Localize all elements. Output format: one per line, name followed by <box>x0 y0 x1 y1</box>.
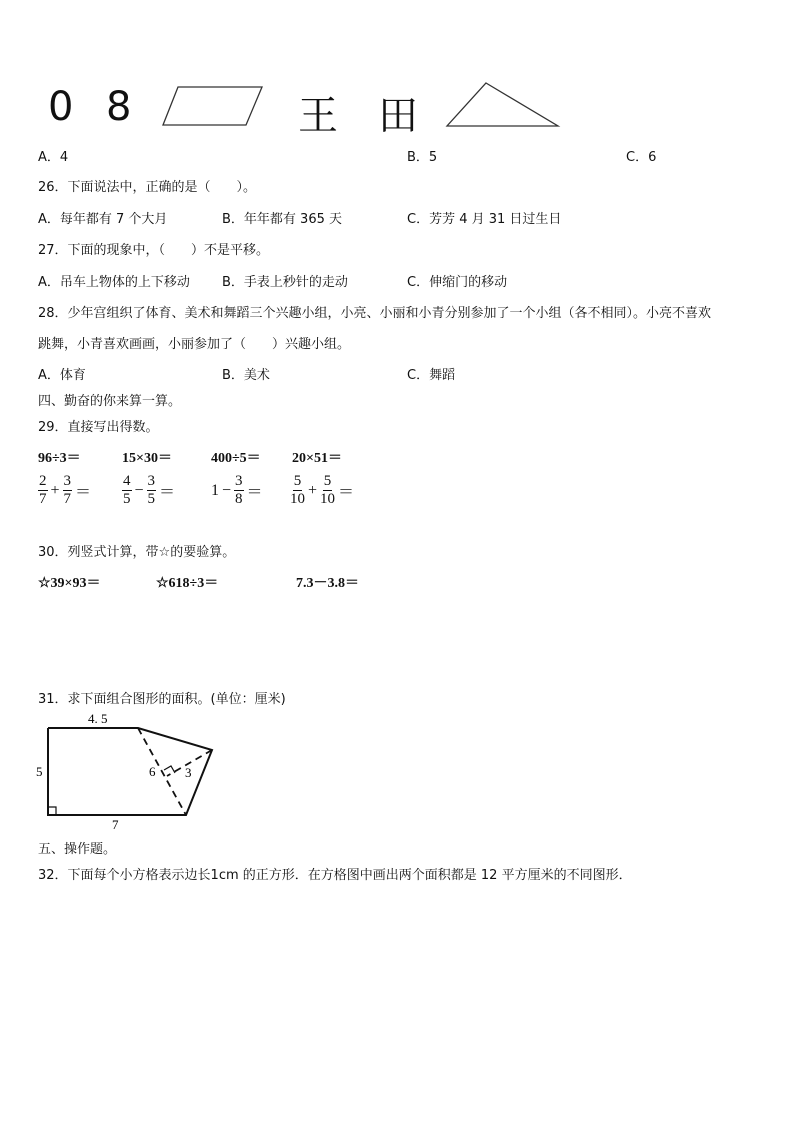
digit-zero-figure: 0 <box>48 84 74 130</box>
q27-option-b: B．手表上秒针的走动 <box>222 275 348 290</box>
q30-stem: 30．列竖式计算，带☆的要验算。 <box>38 545 236 560</box>
q26-stem: 26．下面说法中，正确的是（ ）。 <box>38 180 257 195</box>
q25-option-c: C．6 <box>626 150 657 165</box>
character-tian-figure: 田 <box>378 93 418 139</box>
equals-sign: ＝ <box>159 484 176 501</box>
label-triangle-height: 6 <box>149 764 156 779</box>
fraction-numerator: 5 <box>293 473 302 489</box>
q28-option-a: A．体育 <box>38 368 86 383</box>
q31-stem: 31．求下面组合图形的面积。(单位：厘米) <box>38 692 286 707</box>
q25-option-a: A．4 <box>38 150 69 165</box>
q30-item-2: ☆618÷3＝ <box>156 576 219 591</box>
q29-calc-3: 400÷5＝ <box>211 451 261 466</box>
q27-option-a: A．吊车上物体的上下移动 <box>38 275 190 290</box>
q28-stem-line1: 28．少年宫组织了体育、美术和舞蹈三个兴趣小组，小亮、小丽和小青分别参加了一个小组（各不相同）。小亮不喜欢 <box>38 306 712 321</box>
fraction-numerator: 2 <box>39 473 47 489</box>
whole-number: 1 <box>211 481 219 499</box>
q26-option-c: C．芳芳 4 月 31 日过生日 <box>407 212 562 227</box>
fraction-denominator: 8 <box>235 491 243 507</box>
q27-stem: 27．下面的现象中，（ ）不是平移。 <box>38 243 270 258</box>
label-bottom-length: 7 <box>112 817 119 832</box>
q29-fraction-expr-3 <box>211 473 263 508</box>
operator: + <box>308 481 318 499</box>
fraction-denominator: 7 <box>39 491 47 507</box>
fraction-denominator: 10 <box>320 491 336 507</box>
character-wang-figure: 王 <box>298 93 338 139</box>
q29-fraction-expr-1 <box>38 473 91 508</box>
q29-calc-2: 15×30＝ <box>122 451 172 466</box>
section-four-heading: 四、勤奋的你来算一算。 <box>38 394 182 409</box>
fraction-numerator: 3 <box>147 473 156 489</box>
operator: − <box>134 481 144 499</box>
fraction-denominator: 5 <box>123 491 131 507</box>
label-top-length: 4. 5 <box>88 711 108 726</box>
q29-fraction-expr-2 <box>122 473 175 508</box>
fraction-denominator: 5 <box>147 491 156 507</box>
fraction-numerator: 4 <box>123 473 131 489</box>
fraction-numerator: 3 <box>235 473 243 489</box>
fraction-numerator: 5 <box>323 473 332 489</box>
equals-sign: ＝ <box>338 484 355 501</box>
q25-option-b: B．5 <box>407 150 438 165</box>
q29-calc-1: 96÷3＝ <box>38 451 81 466</box>
triangle-figure <box>444 80 562 130</box>
q28-stem-line2: 跳舞，小青喜欢画画，小丽参加了（ ）兴趣小组。 <box>38 337 351 352</box>
q27-option-c: C．伸缩门的移动 <box>407 275 508 290</box>
section-five-heading: 五、操作题。 <box>38 842 117 857</box>
operator: − <box>222 481 232 499</box>
q26-option-b: B．年年都有 365 天 <box>222 212 342 227</box>
q30-item-1: ☆39×93＝ <box>38 576 101 591</box>
parallelogram-figure <box>160 84 266 128</box>
q29-fraction-expr-4 <box>290 473 354 508</box>
equals-sign: ＝ <box>246 484 263 501</box>
q26-option-a: A．每年都有 7 个大月 <box>38 212 168 227</box>
label-triangle-base: 3 <box>185 765 192 780</box>
q28-option-b: B．美术 <box>222 368 270 383</box>
operator: + <box>50 481 60 499</box>
fraction-numerator: 3 <box>63 473 72 489</box>
fraction-denominator: 7 <box>63 491 72 507</box>
fraction-denominator: 10 <box>290 491 305 507</box>
equals-sign: ＝ <box>75 484 92 501</box>
q30-item-3: 7.3－3.8＝ <box>296 576 359 591</box>
label-left-length: 5 <box>36 764 43 779</box>
composite-shape-figure <box>30 708 230 834</box>
q29-calc-4: 20×51＝ <box>292 451 342 466</box>
q29-stem: 29．直接写出得数。 <box>38 420 159 435</box>
q28-option-c: C．舞蹈 <box>407 368 456 383</box>
q32-stem: 32．下面每个小方格表示边长1cm 的正方形．在方格图中画出两个面积都是 12 平方厘米的不同图形． <box>38 868 632 883</box>
digit-eight-figure: 8 <box>106 84 132 130</box>
